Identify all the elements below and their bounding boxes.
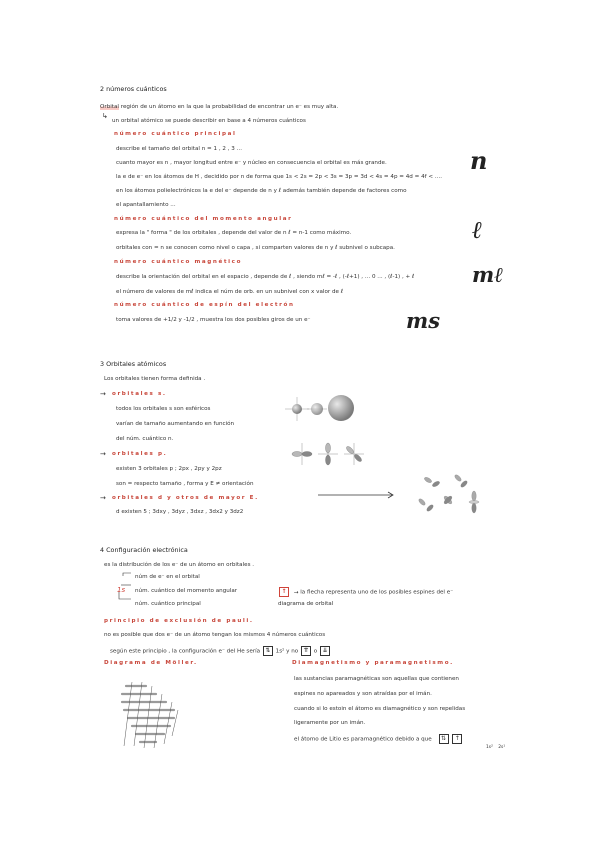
- s-orbital-line-1: todos los orbitales s son esféricos: [116, 406, 211, 412]
- moller-diagram-illustration: [112, 672, 192, 752]
- n-line-5: el apantallamiento ...: [116, 202, 176, 208]
- symbol-ml: mℓ: [472, 262, 504, 287]
- dia-line-1: las sustancias paramagnéticas son aquellas que contienen: [294, 676, 459, 682]
- double-up-box-icon: ⇈: [301, 646, 311, 656]
- p-orbitals-illustration: [288, 440, 368, 468]
- notation-token: 1s: [117, 586, 126, 594]
- li-1s-box-icon: ⇅: [439, 734, 449, 744]
- orbital-label: Orbital: [100, 104, 119, 110]
- n-heading: número cuántico principal: [114, 131, 237, 137]
- n-line-2: cuanto mayor es n , mayor longitud entre e⁻ y núcleo en consecuencia el orbital es más grande.: [116, 160, 387, 166]
- orbital-box-label: diagrama de orbital: [278, 601, 334, 607]
- s-heading: número cuántico de espín del electrón: [114, 302, 295, 308]
- notation-ang: núm. cuántico del momento angular: [135, 588, 238, 594]
- li-label-a: 1s²: [486, 745, 493, 750]
- d-orbital-heading: orbitales d y otros de mayor E.: [112, 495, 259, 501]
- dia-line-3: cuando si lo estoin el átomo es diamagnético y son repelidas: [294, 706, 466, 712]
- s3-intro: Los orbitales tienen forma definida .: [104, 376, 206, 382]
- s-line-1: toma valores de +1/2 y -1/2 , muestra los dos posibles giros de un e⁻: [116, 317, 311, 323]
- section4-title: 4 Configuración electrónica: [100, 546, 188, 554]
- n-line-3: la e de e⁻ en los átomos de H , decidido por n de forma que 1s < 2s = 2p < 3s = 3p = 3d < 4s = 4p = 4d = 4f < ....: [116, 174, 442, 180]
- pauli-line-1: no es posible que dos e⁻ de un átomo tengan los mismos 4 números cuánticos: [104, 632, 326, 638]
- paired-arrows-box-icon: ⇅: [263, 646, 273, 656]
- n-line-1: describe el tamaño del orbital n = 1 , 2 , 3 ...: [116, 146, 242, 152]
- l-line-1: expresa la " forma " de los orbitales , depende del valor de n ℓ = n-1 como máximo.: [116, 230, 352, 236]
- double-down-box-icon: ⇊: [320, 646, 330, 656]
- m-line-2: el número de valores de mℓ indica el núm de orb. en un subnivel con x valor de ℓ: [116, 289, 344, 295]
- moller-heading: Diagrama de Möller.: [104, 660, 198, 666]
- section3-title: 3 Orbitales atómicos: [100, 360, 167, 368]
- d-arrow-icon: →: [100, 494, 106, 502]
- symbol-ms: ms: [406, 308, 441, 333]
- pauli-line-2: [110, 646, 331, 656]
- pauli-text-b: 1s² y no: [275, 648, 299, 655]
- dia-line-4: ligeramente por un imán.: [294, 720, 366, 726]
- orbital-def-text: región de un átomo en la que la probabilidad de encontrar un e⁻ es muy alta.: [120, 104, 339, 110]
- symbol-n: n: [470, 146, 488, 175]
- up-arrow-box-icon: ↑: [279, 587, 289, 597]
- symbol-l: ℓ: [472, 215, 483, 244]
- s-arrow-icon: →: [100, 390, 106, 398]
- p-arrow-icon: →: [100, 450, 106, 458]
- l-line-2: orbitales con = n se conocen como nivel o capa , si comparten valores de n y ℓ subnivel o subcapa.: [116, 245, 395, 251]
- l-heading: número cuántico del momento angular: [114, 216, 293, 222]
- pauli-text-c: o: [313, 648, 318, 655]
- dia-line-5: [294, 734, 463, 744]
- notation-num-e: núm de e⁻ en el orbital: [135, 574, 200, 580]
- s-orbital-line-2: varían de tamaño aumentando en función: [116, 421, 235, 427]
- dia-line-2: espines no apareados y son atraídas por el imán.: [294, 691, 432, 697]
- p-orbital-heading: orbitales p.: [112, 451, 168, 457]
- dia-line-5-text: el átomo de Litio es paramagnético debido a que: [294, 736, 432, 743]
- d-orbitals-illustration: [408, 470, 488, 520]
- long-arrow-icon: [318, 490, 398, 500]
- s4-intro: es la distribución de los e⁻ de un átomo en orbitales .: [104, 562, 255, 568]
- n-line-4: en los átomos polielectrónicos la e del e⁻ depende de n y ℓ además también depende de factores como: [116, 188, 407, 194]
- d-orbital-line-1: d existen 5 ; 3dxy , 3dyz , 3dxz , 3dx2 y 3dz2: [116, 509, 244, 515]
- m-heading: número cuántico magnético: [114, 259, 243, 265]
- p-orbital-line-1: existen 3 orbitales p ; 2px , 2py y 2pz: [116, 466, 222, 472]
- orbital-box-note: ↑ → la flecha representa uno de los posibles espines del e⁻: [278, 587, 453, 597]
- m-line-1: describe la orientación del orbital en el espacio , depende de ℓ , siendo mℓ = -ℓ , (-ℓ+1) , ... 0 ... , (ℓ-1) , + ℓ: [116, 274, 415, 280]
- li-2s-box-icon: ↑: [452, 734, 462, 744]
- sub-arrow-icon: ↳: [102, 112, 108, 120]
- box-note-text: la flecha representa uno de los posibles espines del e⁻: [300, 589, 454, 596]
- notation-prin: núm. cuántico principal: [135, 601, 201, 607]
- orbital-definition: [100, 104, 338, 111]
- li-config-labels: [486, 744, 505, 751]
- pauli-text-a: según este principio , la configuración e⁻ del He sería: [110, 648, 261, 655]
- p-orbital-line-2: son = respecto tamaño , forma y E ≠ orientación: [116, 481, 254, 487]
- diamagnetism-heading: Diamagnetismo y paramagnetismo.: [292, 660, 454, 666]
- s-orbital-spheres-illustration: [285, 392, 357, 426]
- section2-title: 2 números cuánticos: [100, 85, 167, 93]
- li-label-b: 2s¹: [498, 745, 506, 750]
- pauli-heading: principio de exclusión de pauli.: [104, 618, 254, 624]
- orbital-sub: un orbital atómico se puede describir en base a 4 números cuánticos: [112, 118, 306, 124]
- s-orbital-line-3: del núm. cuántico n.: [116, 436, 174, 442]
- s-orbital-heading: orbitales s.: [112, 391, 167, 397]
